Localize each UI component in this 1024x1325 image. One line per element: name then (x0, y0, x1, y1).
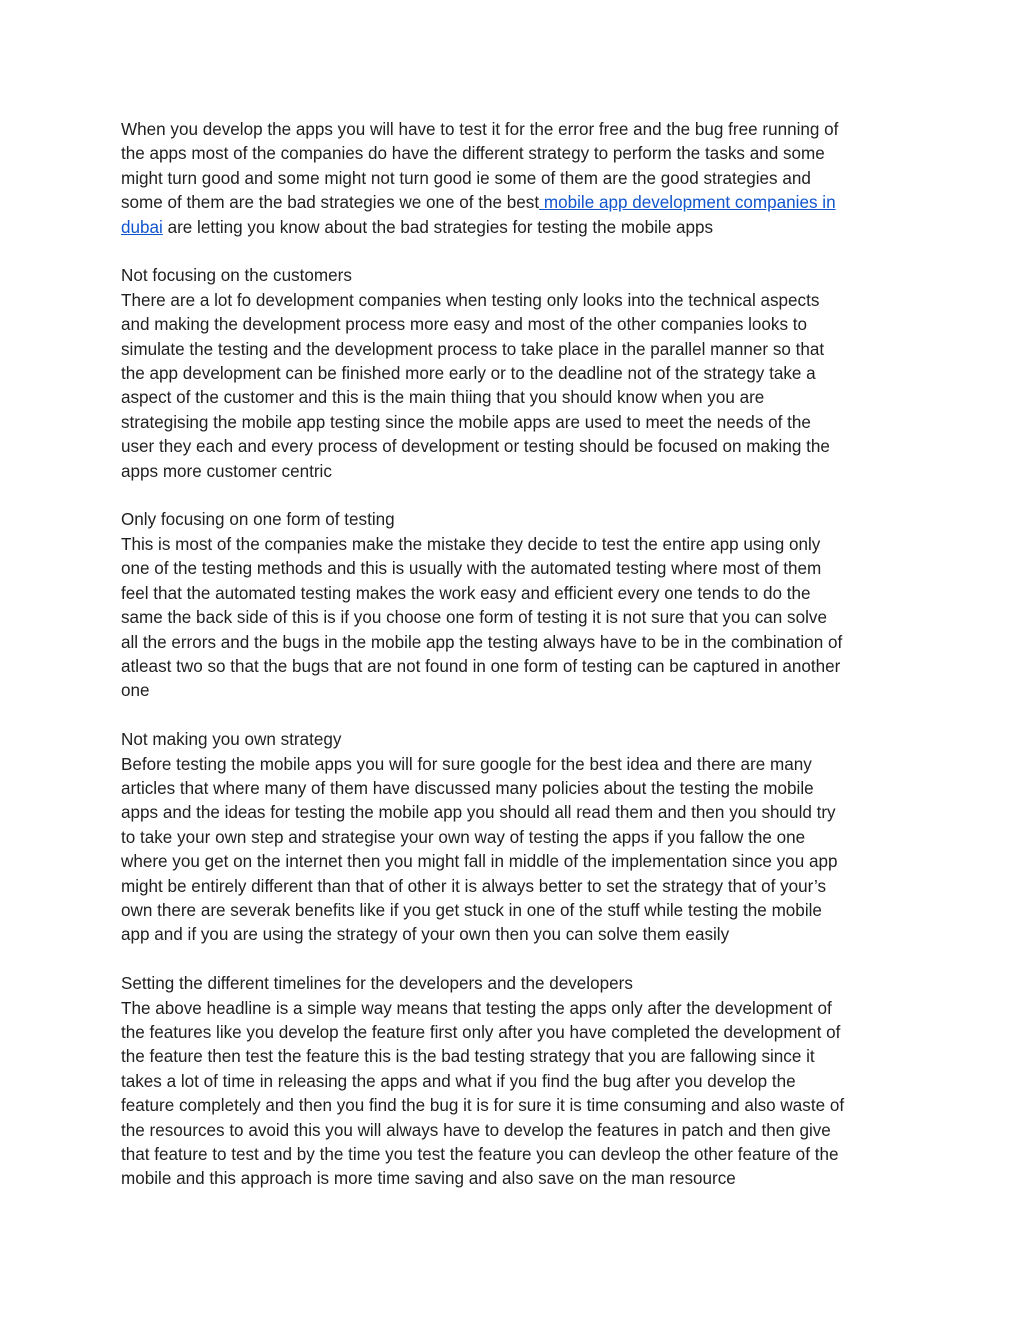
section-line: where you get on the internet then you might fall in middle of the implementation since you app (121, 852, 838, 872)
section-line: user they each and every process of development or testing should be focused on making the (121, 437, 830, 457)
mobile-app-development-link-part-2[interactable]: dubai (121, 217, 163, 237)
section-line: that feature to test and by the time you test the feature you can devleop the other feature of the (121, 1145, 839, 1164)
section-timelines (121, 972, 911, 1192)
section-line: the resources to avoid this you will always have to develop the features in patch and then give (121, 1120, 831, 1140)
section-line: one (121, 681, 150, 701)
intro-line-4 (121, 191, 911, 215)
section-line: the feature then test the feature this is the bad testing strategy that you are fallowing since it (121, 1047, 815, 1067)
section-line: apps and the ideas for testing the mobile app you should all read them and then you should try (121, 803, 836, 823)
section-own-strategy (121, 728, 911, 948)
section-line: the features like you develop the feature first only after you have completed the development of (121, 1022, 841, 1042)
section-line: might be entirely different than that of other it is always better to set the strategy that of your’s (121, 876, 827, 896)
section-line: simulate the testing and the development process to take place in the parallel manner so that (121, 339, 825, 359)
section-line: feel that the automated testing makes the work easy and efficient every one tends to do the (121, 583, 811, 603)
section-line: one of the testing methods and this is usually with the automated testing where most of them (121, 559, 822, 579)
section-line: strategising the mobile app testing since the mobile apps are used to meet the needs of the (121, 412, 811, 432)
intro-paragraph (121, 118, 911, 240)
section-line: The above headline is a simple way means that testing the apps only after the development of (121, 998, 832, 1018)
section-line: all the errors and the bugs in the mobile app the testing always have to be in the combination of (121, 632, 843, 652)
section-line: This is most of the companies make the mistake they decide to test the entire app using only (121, 534, 821, 554)
section-line: mobile and this approach is more time saving and also save on the man resource (121, 1169, 736, 1189)
section-line: and making the development process more easy and most of the other companies looks to (121, 315, 808, 335)
section-line: app and if you are using the strategy of your own then you can solve them easily (121, 925, 730, 945)
section-line: There are a lot fo development companies when testing only looks into the technical aspects (121, 290, 820, 310)
section-line: the app development can be finished more early or to the deadline not of the strategy take a (121, 364, 816, 384)
intro-line-1: When you develop the apps you will have to test it for the error free and the bug free running of (121, 120, 839, 139)
section-line: aspect of the customer and this is the main thiing that you should know when you are (121, 388, 765, 408)
section-line: own there are severak benefits like if you get stuck in one of the stuff while testing the mobile (121, 900, 822, 920)
section-line: takes a lot of time in releasing the apps and what if you find the bug after you develop the (121, 1071, 796, 1091)
mobile-app-development-link-part-1[interactable]: mobile app development companies in (539, 193, 836, 213)
section-heading: Setting the different timelines for the developers and the developers (121, 974, 633, 994)
intro-line-5-text: are letting you know about the bad strategies for testing the mobile apps (162, 217, 714, 237)
section-line: same the back side of this is if you choose one form of testing it is not sure that you can solve (121, 608, 827, 628)
section-line: apps more customer centric (121, 461, 332, 481)
intro-line-5 (121, 216, 911, 240)
section-line: atleast two so that the bugs that are not found in one form of testing can be captured in another (121, 656, 841, 676)
section-heading: Only focusing on one form of testing (121, 510, 395, 530)
intro-line-3: might turn good and some might not turn good ie some of them are the good strategies and (121, 168, 811, 188)
section-line: to take your own step and strategise your own way of testing the apps if you fallow the one (121, 827, 806, 847)
intro-line-2: the apps most of the companies do have the different strategy to perform the tasks and some (121, 144, 825, 164)
section-line: articles that where many of them have discussed many policies about the testing the mobile (121, 778, 814, 798)
document-page (121, 118, 911, 1216)
section-heading: Not making you own strategy (121, 730, 342, 750)
intro-line-4-text: some of them are the bad strategies we one of the best (121, 193, 540, 213)
section-one-form-testing (121, 508, 911, 703)
section-line: Before testing the mobile apps you will for sure google for the best idea and there are many (121, 754, 812, 774)
section-heading: Not focusing on the customers (121, 266, 352, 286)
section-customers (121, 264, 911, 484)
section-line: feature completely and then you find the bug it is for sure it is time consuming and also waste of (121, 1096, 845, 1116)
